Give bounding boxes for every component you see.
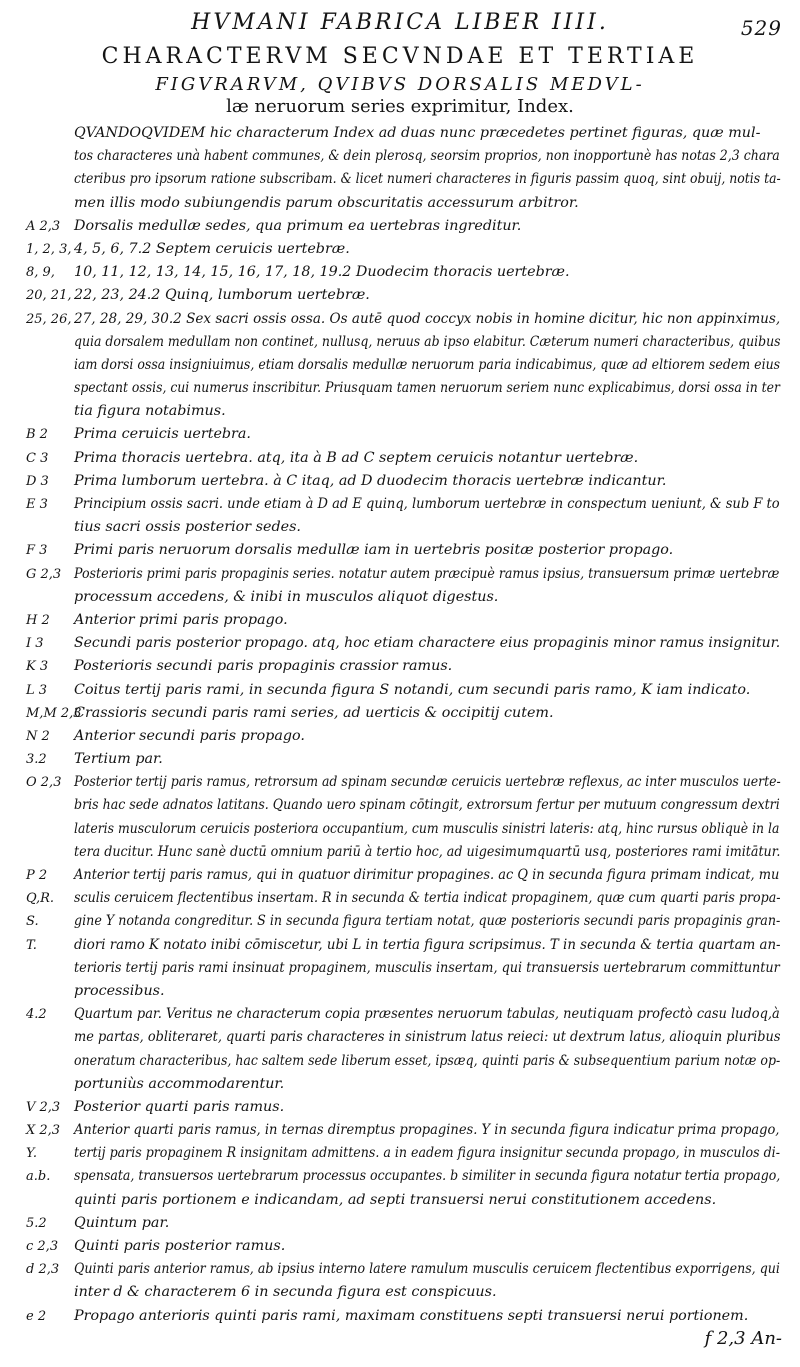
line-text: tertij paris propaginem R insignitam admittens. a in eadem figura insignitur secunda propago, in musculos di- xyxy=(74,1145,780,1162)
line-text: me partas, obliteraret, quarti paris characteres in sinistrum latus reieci: ut dextrum latus, alioquin pluribus xyxy=(74,1029,781,1046)
line-text: QVANDOQVIDEM hic characterum Index ad duas nunc præcedetes pertinet figuras, quæ mul- xyxy=(74,125,761,141)
text-line xyxy=(0,563,800,586)
line-text: diori ramo K notato inibi cōmiscetur, ubi L in tertia figura scripsimus. T in secunda & tertia quartam an- xyxy=(74,936,781,953)
line-text: Principium ossis sacri. unde etiam à D ad E quinq, lumborum uertebræ in conspectum ueniunt, & sub F to xyxy=(74,496,780,512)
line-text: quinti paris portionem e indicandam, ad septi transuersi nerui constitutionem accedens. xyxy=(74,1191,717,1208)
text-line xyxy=(0,447,800,470)
margin-label: 5.2 xyxy=(26,1215,47,1231)
text-line xyxy=(0,377,800,400)
text-line xyxy=(0,284,800,307)
margin-label: Q,R. xyxy=(26,891,55,907)
line-text: Crassioris secundi paris rami series, ad uerticis & occipitij cutem. xyxy=(74,704,554,721)
margin-label: 20, 21, xyxy=(26,288,72,304)
text-line xyxy=(0,1189,800,1212)
line-text: Quinti paris posterior ramus. xyxy=(74,1238,286,1254)
text-line xyxy=(0,957,800,980)
text-line xyxy=(0,841,800,864)
margin-label: X 2,3 xyxy=(26,1123,61,1139)
text-line xyxy=(0,122,800,145)
margin-label: B 2 xyxy=(26,427,48,443)
text-line xyxy=(0,725,800,748)
line-text: terioris tertij paris rami insinuat propaginem, musculis insertam, qui transuersis uertebrarum committuntur xyxy=(74,959,780,976)
line-text: iam dorsi ossa insigniuimus, etiam dorsalis medullæ neruorum paria indicabimus, quæ ad eltiorem sedem eius xyxy=(74,356,781,373)
text-line xyxy=(0,1096,800,1119)
line-text: 22, 23, 24.2 Quinq, lumborum uertebræ. xyxy=(74,287,370,304)
margin-label: C 3 xyxy=(26,450,49,466)
text-line xyxy=(0,331,800,354)
line-text: Posterioris secundi paris propaginis crassior ramus. xyxy=(74,658,453,675)
line-text: Anterior secundi paris propago. xyxy=(74,727,305,744)
margin-label: 4.2 xyxy=(26,1007,47,1023)
text-line xyxy=(0,1305,800,1328)
text-line xyxy=(0,980,800,1003)
line-text: Dorsalis medullæ sedes, qua primum ea uertebras ingreditur. xyxy=(74,217,522,234)
line-text: Tertium par. xyxy=(74,751,163,768)
text-line xyxy=(0,609,800,632)
line-text: Primi paris neruorum dorsalis medullæ iam in uertebris positæ posterior propago. xyxy=(74,542,674,559)
text-line xyxy=(0,1026,800,1049)
running-head: HVMANI FABRICA LIBER IIII. xyxy=(191,10,609,35)
text-line xyxy=(0,493,800,516)
text-line xyxy=(0,910,800,933)
line-text: bris hac sede adnatos latitans. Quando uero spinam cōtingit, extrorsum fertur per mutuum congressum dextri xyxy=(74,797,780,814)
index-body xyxy=(0,122,800,1328)
text-line xyxy=(0,1281,800,1304)
line-text: Quintum par. xyxy=(74,1214,170,1231)
text-line xyxy=(0,1050,800,1073)
text-line xyxy=(0,818,800,841)
margin-label: A 2,3 xyxy=(26,218,61,234)
margin-label: 3.2 xyxy=(26,752,47,768)
line-text: tos characteres unà habent communes, & dein plerosq, seorsim proprios, non inopportunè has notas 2,3 chara xyxy=(74,148,780,165)
section-title-line-2: FIGVRARVM, QVIBVS DORSALIS MEDVL- xyxy=(155,74,645,95)
line-text: processum accedens, & inibi in musculos aliquot digestus. xyxy=(74,588,499,605)
text-line xyxy=(0,354,800,377)
line-text: Propago anterioris quinti paris rami, maximam constituens septi transuersi nerui portionem. xyxy=(74,1307,749,1324)
line-text: tia figura notabimus. xyxy=(74,403,226,420)
line-text: spectant ossis, cui numerus inscribitur. Priusquam tamen neruorum seriem nunc explicabimus, dorsi ossa in ter xyxy=(74,380,780,397)
margin-label: 8, 9, xyxy=(26,265,55,281)
text-line xyxy=(0,887,800,910)
text-line xyxy=(0,192,800,215)
margin-label: L 3 xyxy=(26,682,48,698)
text-line xyxy=(0,168,800,191)
margin-label: E 3 xyxy=(26,497,48,512)
line-text: 10, 11, 12, 13, 14, 15, 16, 17, 18, 19.2 Duodecim thoracis uertebræ. xyxy=(74,264,570,281)
margin-label: N 2 xyxy=(26,728,50,744)
line-text: Anterior tertij paris ramus, qui in quatuor dirimitur propagines. ac Q in secunda figura primam indicat, mu xyxy=(74,867,780,883)
text-line xyxy=(0,1165,800,1188)
line-text: tera ducitur. Hunc sanè ductū omnium pariū à tertio hoc, ad uigesimumquartū usq, posteriores rami imitātur. xyxy=(74,843,781,860)
line-text: Quinti paris anterior ramus, ab ipsius interno latere ramulum musculis ceruicem flectentibus exporrigens, qui xyxy=(74,1261,780,1278)
line-text: Prima ceruicis uertebra. xyxy=(74,426,251,443)
text-line xyxy=(0,400,800,423)
text-line xyxy=(0,238,800,261)
margin-label: S. xyxy=(26,914,39,930)
text-line xyxy=(0,1073,800,1096)
text-line xyxy=(0,771,800,794)
text-line xyxy=(0,516,800,539)
margin-label: 1, 2, 3, xyxy=(26,241,72,257)
text-line xyxy=(0,1235,800,1258)
margin-label: H 2 xyxy=(26,612,50,628)
margin-label: e 2 xyxy=(26,1308,47,1324)
line-text: portuniùs accommodarentur. xyxy=(74,1075,285,1092)
text-line xyxy=(0,470,800,493)
margin-label: d 2,3 xyxy=(26,1262,60,1278)
line-text: processibus. xyxy=(74,982,165,999)
text-line xyxy=(0,215,800,238)
line-text: Anterior primi paris propago. xyxy=(74,611,288,628)
text-line xyxy=(0,1119,800,1142)
line-text: 4, 5, 6, 7.2 Septem ceruicis uertebræ. xyxy=(74,240,350,257)
margin-label: P 2 xyxy=(26,868,48,883)
text-line xyxy=(0,261,800,284)
line-text: gine Y notanda congreditur. S in secunda figura tertiam notat, quæ posterioris secundi paris propaginis gran- xyxy=(74,913,781,930)
margin-label: F 3 xyxy=(26,543,48,559)
line-text: Anterior quarti paris ramus, in ternas diremptus propagines. Y in secunda figura indicatur prima propago, xyxy=(74,1122,780,1139)
text-line xyxy=(0,679,800,702)
line-text: men illis modo subiungendis parum obscuritatis accessurum arbitror. xyxy=(74,194,579,211)
text-line xyxy=(0,1142,800,1165)
margin-label: O 2,3 xyxy=(26,775,62,791)
section-title-line-1: CHARACTERVM SECVNDAE ET TERTIAE xyxy=(101,44,699,69)
text-line xyxy=(0,308,800,331)
margin-label: I 3 xyxy=(26,636,44,652)
margin-label: K 3 xyxy=(26,659,49,675)
text-line xyxy=(0,1212,800,1235)
margin-label: a.b. xyxy=(26,1169,51,1185)
page-number: 529 xyxy=(740,16,782,40)
margin-label: D 3 xyxy=(26,473,49,489)
margin-label: c 2,3 xyxy=(26,1239,59,1254)
line-text: tius sacri ossis posterior sedes. xyxy=(74,519,301,536)
text-line xyxy=(0,702,800,725)
line-text: Posterior quarti paris ramus. xyxy=(74,1098,285,1115)
line-text: lateris musculorum ceruicis posteriora occupantium, cum musculis sinistri lateris: atq, hinc rursus obliquè in la xyxy=(74,820,780,837)
line-text: Posterioris primi paris propaginis series. notatur autem præcipuè ramus ipsius, transuersum primæ uertebræ xyxy=(74,565,780,582)
section-title-line-3: læ neruorum series exprimitur, Index. xyxy=(226,96,574,117)
line-text: cteribus pro ipsorum ratione subscribam. & licet numeri characteres in figuris passim quoq, sint obuij, notis ta- xyxy=(74,171,781,188)
text-line xyxy=(0,794,800,817)
line-text: oneratum characteribus, hac saltem sede liberum esset, ipsæq, quinti paris & subsequentium parium notæ op- xyxy=(74,1052,781,1069)
line-text: Quartum par. Veritus ne characterum copia præsentes neruorum tabulas, neutiquam profectò casu ludoq,à xyxy=(74,1006,780,1023)
line-text: Posterior tertij paris ramus, retrorsum ad spinam secundæ ceruicis uertebræ reflexus, ac inter musculos uerte- xyxy=(74,774,781,791)
text-line xyxy=(0,145,800,168)
catchword: f 2,3 An- xyxy=(704,1328,782,1349)
margin-label: 25, 26, xyxy=(26,311,72,327)
text-line xyxy=(0,539,800,562)
text-line xyxy=(0,632,800,655)
line-text: Coitus tertij paris rami, in secunda figura S notandi, cum secundi paris ramo, K iam indicato. xyxy=(74,681,751,698)
line-text: Prima lumborum uertebra. à C itaq, ad D duodecim thoracis uertebræ indicantur. xyxy=(74,472,667,489)
line-text: Prima thoracis uertebra. atq, ita à B ad C septem ceruicis notantur uertebræ. xyxy=(74,449,639,466)
line-text: inter d & characterem 6 in secunda figura est conspicuus. xyxy=(74,1284,497,1301)
line-text: 27, 28, 29, 30.2 Sex sacri ossis ossa. Os autē quod coccyx nobis in homine dicitur, hic non appinximus, xyxy=(74,310,781,327)
line-text: spensata, transuersos uertebrarum processus occupantes. b similiter in secunda figura notatur tertia propago, xyxy=(74,1168,781,1185)
line-text: Secundi paris posterior propago. atq, hoc etiam charactere eius propaginis minor ramus insignitur. xyxy=(74,635,781,652)
text-line xyxy=(0,934,800,957)
text-line xyxy=(0,655,800,678)
line-text: sculis ceruicem flectentibus insertam. R in secunda & tertia indicat propaginem, quæ cum quarti paris propa- xyxy=(74,890,781,907)
margin-label: V 2,3 xyxy=(26,1099,61,1115)
text-line xyxy=(0,423,800,446)
margin-label: G 2,3 xyxy=(26,566,62,582)
margin-label: M,M 2,3 xyxy=(26,705,82,721)
text-line xyxy=(0,1258,800,1281)
text-line xyxy=(0,1003,800,1026)
text-line xyxy=(0,586,800,609)
text-line xyxy=(0,864,800,887)
margin-label: T. xyxy=(26,937,37,953)
margin-label: Y. xyxy=(26,1146,38,1162)
line-text: quia dorsalem medullam non continet, nullusq, neruus ab ipso elabitur. Cæterum numeri characteribus, quibus xyxy=(74,333,781,350)
text-line xyxy=(0,748,800,771)
